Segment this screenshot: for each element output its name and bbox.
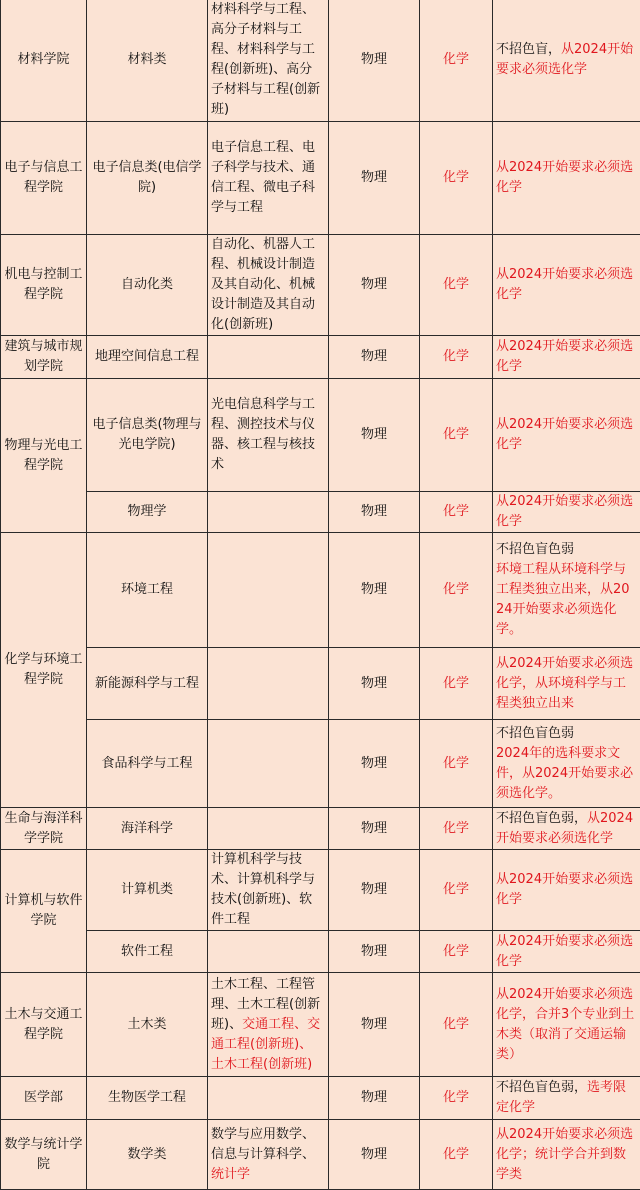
second-subject-cell: 化学 xyxy=(420,336,493,379)
note-cell: 从2024开始要求必须选化学 xyxy=(493,122,640,235)
college-cell: 医学部 xyxy=(1,1077,87,1120)
majors-cell: 计算机科学与技术、计算机科学与技术(创新班)、软件工程 xyxy=(208,850,329,931)
majors-cell xyxy=(208,533,329,648)
first-subject-cell: 物理 xyxy=(329,720,420,808)
first-subject-cell: 物理 xyxy=(329,973,420,1077)
first-subject-cell: 物理 xyxy=(329,808,420,850)
category-cell: 材料类 xyxy=(87,0,208,122)
note-cell: 从2024开始要求必须选化学 xyxy=(493,931,640,973)
second-subject-cell: 化学 xyxy=(420,850,493,931)
table-row xyxy=(1,850,640,931)
category-cell: 软件工程 xyxy=(87,931,208,973)
note-cell xyxy=(493,533,640,648)
category-cell: 自动化类 xyxy=(87,235,208,336)
table-row xyxy=(1,0,640,122)
table-row xyxy=(1,379,640,492)
college-cell: 电子与信息工程学院 xyxy=(1,122,87,235)
table-row xyxy=(1,533,640,648)
category-cell: 物理学 xyxy=(87,492,208,533)
table-row xyxy=(1,1120,640,1190)
category-cell: 生物医学工程 xyxy=(87,1077,208,1120)
second-subject-cell: 化学 xyxy=(420,1120,493,1190)
college-cell: 土木与交通工程学院 xyxy=(1,973,87,1077)
first-subject-cell: 物理 xyxy=(329,235,420,336)
majors-cell: 自动化、机器人工程、机械设计制造及其自动化、机械设计制造及其自动化(创新班) xyxy=(208,235,329,336)
majors-cell xyxy=(208,336,329,379)
second-subject-cell: 化学 xyxy=(420,648,493,720)
table-row xyxy=(1,122,640,235)
second-subject-cell: 化学 xyxy=(420,808,493,850)
college-cell: 建筑与城市规划学院 xyxy=(1,336,87,379)
majors-cell xyxy=(208,1120,329,1190)
majors-red: 交通工程、交通工程(创新班)、土木工程(创新班) xyxy=(211,1017,320,1072)
first-subject-cell: 物理 xyxy=(329,850,420,931)
table-row xyxy=(1,1077,640,1120)
majors-cell xyxy=(208,973,329,1077)
table-row xyxy=(1,235,640,336)
note-red: 2024年的选科要求文件，从2024开始要求必须选化学。 xyxy=(496,746,633,801)
table-row xyxy=(1,492,640,533)
college-cell: 生命与海洋科学学院 xyxy=(1,808,87,850)
second-subject-cell: 化学 xyxy=(420,0,493,122)
note-cell xyxy=(493,1077,640,1120)
second-subject-cell: 化学 xyxy=(420,533,493,648)
first-subject-cell: 物理 xyxy=(329,931,420,973)
first-subject-cell: 物理 xyxy=(329,533,420,648)
college-cell: 材料学院 xyxy=(1,0,87,122)
first-subject-cell: 物理 xyxy=(329,648,420,720)
note-black: 不招色盲色弱 xyxy=(496,726,574,741)
category-cell: 计算机类 xyxy=(87,850,208,931)
second-subject-cell: 化学 xyxy=(420,492,493,533)
note-cell: 从2024开始要求必须选化学 xyxy=(493,850,640,931)
note-black: 不招色盲色弱 xyxy=(496,542,574,557)
category-cell: 食品科学与工程 xyxy=(87,720,208,808)
majors-cell xyxy=(208,492,329,533)
category-cell: 海洋科学 xyxy=(87,808,208,850)
majors-cell xyxy=(208,648,329,720)
table-row xyxy=(1,336,640,379)
table-row xyxy=(1,720,640,808)
table-row xyxy=(1,808,640,850)
majors-cell xyxy=(208,931,329,973)
note-cell: 从2024开始要求必须选化学 xyxy=(493,379,640,492)
second-subject-cell: 化学 xyxy=(420,720,493,808)
table-row xyxy=(1,648,640,720)
majors-cell: 光电信息科学与工程、测控技术与仪器、核工程与核技术 xyxy=(208,379,329,492)
first-subject-cell: 物理 xyxy=(329,1120,420,1190)
first-subject-cell: 物理 xyxy=(329,0,420,122)
note-cell xyxy=(493,808,640,850)
first-subject-cell: 物理 xyxy=(329,492,420,533)
majors-black: 土木工程、工程管理、土木工程(创新班)、 xyxy=(211,977,320,1032)
majors-cell xyxy=(208,1077,329,1120)
first-subject-cell: 物理 xyxy=(329,379,420,492)
majors-cell xyxy=(208,808,329,850)
note-cell: 从2024开始要求必须选化学，合并3个专业到土木类（取消了交通运输类） xyxy=(493,973,640,1077)
note-red: 环境工程从环境科学与工程类独立出来，从2024开始要求必须选化学。 xyxy=(496,562,630,637)
category-cell: 地理空间信息工程 xyxy=(87,336,208,379)
category-cell: 数学类 xyxy=(87,1120,208,1190)
note-cell: 从2024开始要求必须选化学，从环境科学与工程类独立出来 xyxy=(493,648,640,720)
note-cell: 从2024开始要求必须选化学 xyxy=(493,235,640,336)
first-subject-cell: 物理 xyxy=(329,336,420,379)
note-red: 从2024开始要求必须选化学 xyxy=(496,811,633,846)
majors-cell: 材料科学与工程、高分子材料与工程、材料科学与工程(创新班)、高分子材料与工程(创新班) xyxy=(208,0,329,122)
first-subject-cell: 物理 xyxy=(329,1077,420,1120)
table-row xyxy=(1,973,640,1077)
category-cell: 电子信息类(电信学院) xyxy=(87,122,208,235)
note-black: 不招色盲， xyxy=(496,42,561,57)
note-cell: 从2024开始要求必须选化学 xyxy=(493,336,640,379)
majors-cell xyxy=(208,720,329,808)
category-cell: 新能源科学与工程 xyxy=(87,648,208,720)
college-cell: 机电与控制工程学院 xyxy=(1,235,87,336)
category-cell: 环境工程 xyxy=(87,533,208,648)
first-subject-cell: 物理 xyxy=(329,122,420,235)
majors-black: 数学与应用数学、信息与计算科学、 xyxy=(211,1127,315,1162)
note-cell: 从2024开始要求必须选化学；统计学合并到数学类 xyxy=(493,1120,640,1190)
majors-cell: 电子信息工程、电子科学与技术、通信工程、微电子科学与工程 xyxy=(208,122,329,235)
category-cell: 土木类 xyxy=(87,973,208,1077)
second-subject-cell: 化学 xyxy=(420,973,493,1077)
note-cell: 从2024开始要求必须选化学 xyxy=(493,492,640,533)
second-subject-cell: 化学 xyxy=(420,1077,493,1120)
college-cell: 计算机与软件学院 xyxy=(1,850,87,973)
note-red: 选考限定化学 xyxy=(496,1080,626,1115)
category-cell: 电子信息类(物理与光电学院) xyxy=(87,379,208,492)
college-cell: 化学与环境工程学院 xyxy=(1,533,87,808)
second-subject-cell: 化学 xyxy=(420,379,493,492)
note-cell xyxy=(493,720,640,808)
majors-red: 统计学 xyxy=(211,1167,250,1182)
note-black: 不招色盲色弱， xyxy=(496,1080,587,1095)
note-black: 不招色盲色弱， xyxy=(496,811,587,826)
college-cell: 物理与光电工程学院 xyxy=(1,379,87,533)
second-subject-cell: 化学 xyxy=(420,235,493,336)
note-red: 从2024开始要求必须选化学 xyxy=(496,42,633,77)
second-subject-cell: 化学 xyxy=(420,931,493,973)
college-cell: 数学与统计学院 xyxy=(1,1120,87,1190)
note-cell xyxy=(493,0,640,122)
second-subject-cell: 化学 xyxy=(420,122,493,235)
table-row xyxy=(1,931,640,973)
